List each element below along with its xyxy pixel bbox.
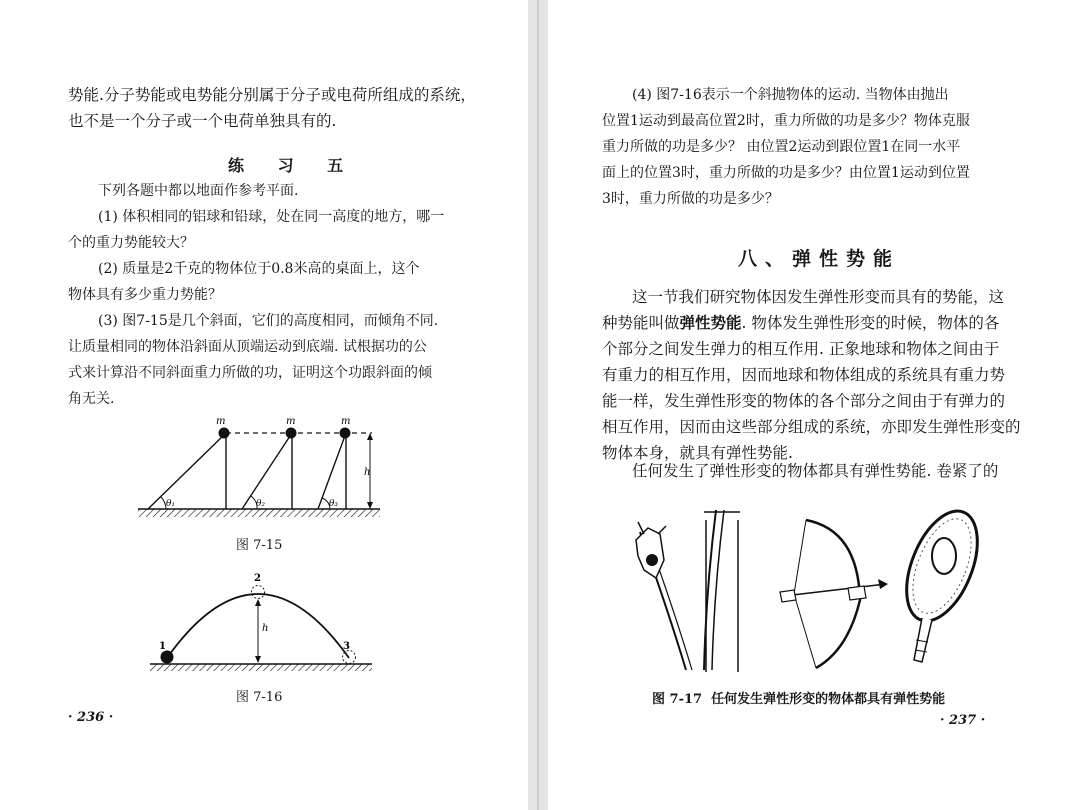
point-label-3: 3 [343,641,350,652]
exercise-line: 面上的位置3时，重力所做的功是多少？由位置1运动到位置 [602,165,970,181]
ball-position-1 [161,651,174,664]
exercise-line: 重力所做的功是多少？ 由位置2运动到跟位置1在同一水平 [602,139,961,155]
figure-7-17 [548,500,1080,680]
paragraph-line: 个部分之间发生弹力的相互作用. 正象地球和物体之间由于 [602,340,1000,358]
ball-mass-1 [219,428,230,439]
figure-caption-text: 任何发生弹性形变的物体都具有弹性势能 [711,692,946,707]
ball-mass-2 [286,428,297,439]
figure-label: 图 7-17 [652,692,703,707]
paragraph-line: 相互作用，因而由这些部分组成的系统，亦即发生弹性形变的 [602,418,1021,436]
exercise-line: 3时，重力所做的功是多少？ [602,191,779,207]
figure-7-17-caption [652,688,945,707]
ground-hatch [138,509,380,517]
angle-label-2: θ₂ [256,499,266,509]
exercise-line: (1) 体积相同的铝球和铅球，处在同一高度的地方，哪一 [98,209,445,225]
ball-mass-3 [340,428,351,439]
book-gutter [528,0,548,810]
exercise-line: 物体具有多少重力势能？ [68,287,222,303]
mass-label: m [216,416,226,427]
figure-7-16 [0,566,528,676]
keyword-elastic-potential-energy: 弹性势能 [679,313,742,332]
height-arrow-bottom [255,656,261,663]
text-line: 势能.分子势能或电势能分别属于分子或电荷所组成的系统， [68,86,476,104]
angle-label-1: θ₁ [166,499,176,509]
height-arrow-top [367,433,373,440]
ball-position-2 [252,586,265,599]
exercise-line: 式来计算沿不同斜面重力所做的功，证明这个功跟斜面的倾 [68,365,432,381]
paragraph-line [602,312,999,334]
exercise-line: 位置1运动到最高位置2时，重力所做的功是多少？物体克服 [602,113,970,129]
text-run: . 物体发生弹性形变的时候，物体的各 [741,314,1000,332]
tennis-racket-illustration [892,501,991,662]
section-title: 八、弹性势能 [738,248,901,270]
mass-label: m [286,416,296,427]
height-label: h [364,467,371,478]
page-number: · 237 · [940,713,986,728]
incline-1 [148,433,226,509]
paragraph-line: 能一样，发生弹性形变的物体的各个部分之间由于有弹力的 [602,392,1006,410]
ground-hatch [150,664,372,671]
left-page [0,0,528,810]
exercise-line: (3) 图7-15是几个斜面，它们的高度相同，而倾角不同. [98,313,439,329]
mass-label: m [341,416,351,427]
text-line: 也不是一个分子或一个电荷单独具有的. [68,112,337,130]
exercise-line: 个的重力势能较大？ [68,235,194,251]
pole-vault-illustration [636,510,740,672]
point-label-2: 2 [254,573,261,584]
exercise-line: 角无关. [68,391,115,407]
exercise-title: 练 习 五 [228,156,358,175]
right-page [548,0,1080,810]
paragraph-line: 物体本身，就具有弹性势能. [602,444,793,462]
exercise-line: (4) 图7-16表示一个斜抛物体的运动. 当物体由抛出 [632,87,949,103]
paragraph-line: 任何发生了弹性形变的物体都具有弹性势能. 卷紧了的 [632,462,999,480]
exercise-line: 让质量相同的物体沿斜面从顶端运动到底端. 试根据功的公 [68,339,427,355]
figure-7-16-caption: 图 7-16 [236,690,283,705]
point-label-1: 1 [159,641,166,652]
height-arrow-top [255,599,261,606]
height-label: h [262,623,269,634]
angle-label-3: θ₃ [329,499,339,509]
incline-2 [242,433,292,509]
bow-and-arrow-illustration [780,520,888,668]
height-arrow-bottom [367,502,373,509]
exercise-line: 下列各题中都以地面作参考平面. [98,183,299,199]
text-run: 种势能叫做 [602,314,680,332]
exercise-line: (2) 质量是2千克的物体位于0.8米高的桌面上，这个 [98,261,420,277]
paragraph-line: 有重力的相互作用，因而地球和物体组成的系统具有重力势 [602,366,1006,384]
page-number: · 236 · [68,710,114,725]
paragraph-line: 这一节我们研究物体因发生弹性形变而具有的势能，这 [632,288,1005,306]
figure-7-15-caption: 图 7-15 [236,538,283,553]
